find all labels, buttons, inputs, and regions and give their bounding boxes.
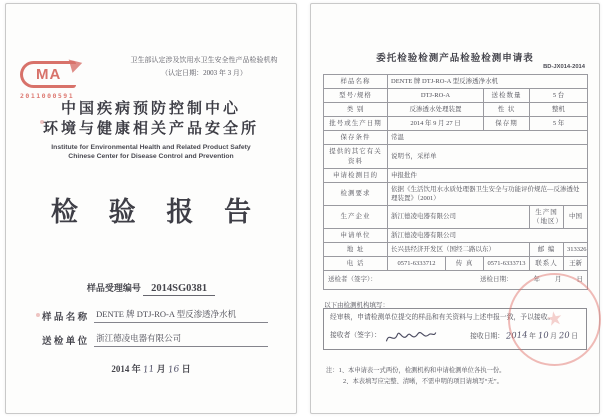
row-batch (324, 117, 588, 131)
sample-name-value: DENTE 牌 DTJ-RO-A 型反渗透净水机 (94, 308, 268, 323)
cell-batch-value: 2014 年 9 月 27 日 (388, 117, 484, 131)
client-row (42, 332, 268, 347)
stamp-star-icon: ★ (544, 306, 565, 332)
org-title-cn-line1: 中国疾病预防控制中心 (60, 101, 241, 117)
cell-applicant-label: 申请单位 (324, 229, 388, 243)
cell-phone-label: 电 话 (324, 257, 388, 271)
org-title-en-line2: Chinese Center for Disease Control and Prevention (68, 153, 234, 161)
cell-character-label: 性 状 (484, 103, 530, 117)
receive-year-handwritten: 2014 (505, 330, 528, 342)
row-requirement (324, 182, 588, 205)
cell-qty-label: 送检数量 (484, 89, 530, 103)
cell-requirement-label: 检测要求 (324, 182, 388, 205)
receiver-sign-label: 接收者（签字）： (330, 332, 381, 340)
scan-speck (36, 313, 40, 317)
cell-zip-value: 313326 (564, 243, 588, 257)
sample-name-row (42, 308, 268, 323)
row-category (324, 103, 588, 117)
org-title-cn (6, 99, 296, 140)
row-docs (324, 145, 588, 168)
cover-date (6, 362, 296, 375)
report-title: 检 验 报 告 (50, 197, 264, 227)
cma-certificate-number: 2011000591 (20, 92, 75, 100)
cell-storage-label: 保存条件 (324, 131, 388, 145)
cell-phone-value: 0571-6333712 (388, 257, 446, 271)
cell-storage-value: 常温 (388, 131, 588, 145)
org-title-cn-line2: 环境与健康相关产品安全所 (42, 121, 259, 138)
form-title: 委托检验检测产品检验检测申请表 (376, 54, 534, 64)
cell-manufacturer-value: 浙江德凌电器有限公司 (388, 205, 530, 228)
cma-mark-icon (20, 61, 76, 88)
cell-applicant-value: 浙江德凌电器有限公司 (388, 229, 588, 243)
cma-mark-letters: MA (36, 66, 62, 83)
receive-day-unit: 日 (571, 332, 578, 340)
receive-year-unit: 年 (529, 332, 536, 340)
sender-sign-label: 送检者（签字）： (328, 276, 377, 284)
row-model (324, 89, 588, 103)
org-title-en (6, 143, 296, 161)
cell-model-value: DTJ-RO-A (388, 89, 484, 103)
cell-docs-label: 提供的其它有关资料 (324, 145, 388, 168)
send-date-label: 送检日期： (480, 276, 513, 284)
accreditation-line1: 卫生部认定涉及饮用水卫生安全性产品检验机构 (130, 56, 278, 64)
agency-fill-note: 以下由检测机构填写： (324, 302, 389, 309)
receive-date-label: 接收日期： (470, 332, 505, 340)
cell-fax-label: 传 真 (446, 257, 484, 271)
row-sample-name (324, 75, 588, 89)
accreditation-line2: （认定日期：2003 年 3 月） (161, 68, 247, 77)
report-cover-page (5, 3, 297, 414)
receiver-signature (383, 326, 438, 346)
note-line2: 2、本表填写应完整、清晰，不需申明的项目请填写“无”。 (343, 378, 503, 386)
cell-address-label: 地 址 (324, 243, 388, 257)
row-purpose (324, 168, 588, 182)
row-phone (324, 257, 588, 271)
send-date-month-unit: 月 (555, 276, 562, 284)
form-notes (326, 365, 505, 387)
application-form-page (310, 3, 600, 414)
cell-qty-value: 5 台 (530, 89, 588, 103)
receive-month-handwritten: 10 (537, 330, 549, 342)
row-manufacturer (324, 205, 588, 228)
cell-manufacturer-label: 生产企业 (324, 205, 388, 228)
cell-purpose-value: 申报批件 (388, 168, 588, 182)
cma-triangle-icon (66, 59, 82, 74)
cell-sample-name-value: DENTE 牌 DTJ-RO-A 型反渗透净水机 (388, 75, 588, 89)
cell-fax-value: 0571-6333713 (484, 257, 530, 271)
application-table (323, 74, 588, 290)
cell-category-value: 反渗透水处理装置 (388, 103, 484, 117)
cell-shelf-label: 保存期 (484, 117, 530, 131)
date-day-handwritten: 16 (167, 364, 180, 376)
review-statement: 经审核，申请检测单位提交的样品和有关资料与上述申报一致，予以接收。 (330, 314, 555, 321)
date-year: 2014 年 (111, 364, 141, 374)
cell-requirement-value: 依据《生活饮用水水质处理器卫生安全与功能评价规范—反渗透处理装置》（2001） (388, 182, 588, 205)
cell-country-value: 中国 (564, 205, 588, 228)
cell-address-value: 长兴县经济开发区（国经二路以东） (388, 243, 530, 257)
receive-month-unit: 月 (550, 332, 557, 340)
sample-no-value: 2014SG0381 (143, 283, 215, 296)
cell-country-label: 生产国（地区） (530, 205, 564, 228)
date-month-handwritten: 11 (142, 364, 155, 376)
client-label: 送 检 单 位 (42, 337, 88, 347)
cell-zip-label: 邮 编 (530, 243, 564, 257)
date-day-unit: 日 (181, 364, 191, 374)
sample-acceptance-number (6, 281, 296, 294)
scan-speck (40, 120, 44, 124)
org-title-en-line1: Institute for Environmental Health and Related Product Safety (51, 144, 251, 151)
note-line1: 注：1、本申请表一式两份，检测机构和申请检测单位各执一份。 (326, 367, 506, 374)
sample-name-label: 样 品 名 称 (42, 313, 88, 323)
cma-accreditation-stamp (20, 61, 76, 100)
client-value: 浙江德凌电器有限公司 (94, 332, 268, 347)
cell-category-label: 类 别 (324, 103, 388, 117)
cell-contact-label: 联系人 (530, 257, 564, 271)
cell-docs-value: 说明书，采样单 (388, 145, 588, 168)
row-applicant (324, 229, 588, 243)
cell-model-label: 型号/规格 (324, 89, 388, 103)
send-date-year-unit: 年 (533, 276, 541, 284)
date-month-unit: 月 (156, 364, 166, 374)
cell-contact-value: 王新 (564, 257, 588, 271)
cell-purpose-label: 申请检测目的 (324, 168, 388, 182)
cell-character-value: 整机 (530, 103, 588, 117)
cell-shelf-value: 5 年 (530, 117, 588, 131)
sample-no-label: 样品受理编号 (86, 283, 141, 293)
row-storage (324, 131, 588, 145)
cell-sample-name-label: 样品名称 (324, 75, 388, 89)
accreditation-note (118, 54, 290, 79)
receive-day-handwritten: 20 (558, 330, 570, 342)
send-date-day-unit: 日 (576, 276, 584, 284)
row-address (324, 243, 588, 257)
cell-batch-label: 批号或生产日期 (324, 117, 388, 131)
form-number: BD-JX014-2014 (543, 64, 585, 70)
